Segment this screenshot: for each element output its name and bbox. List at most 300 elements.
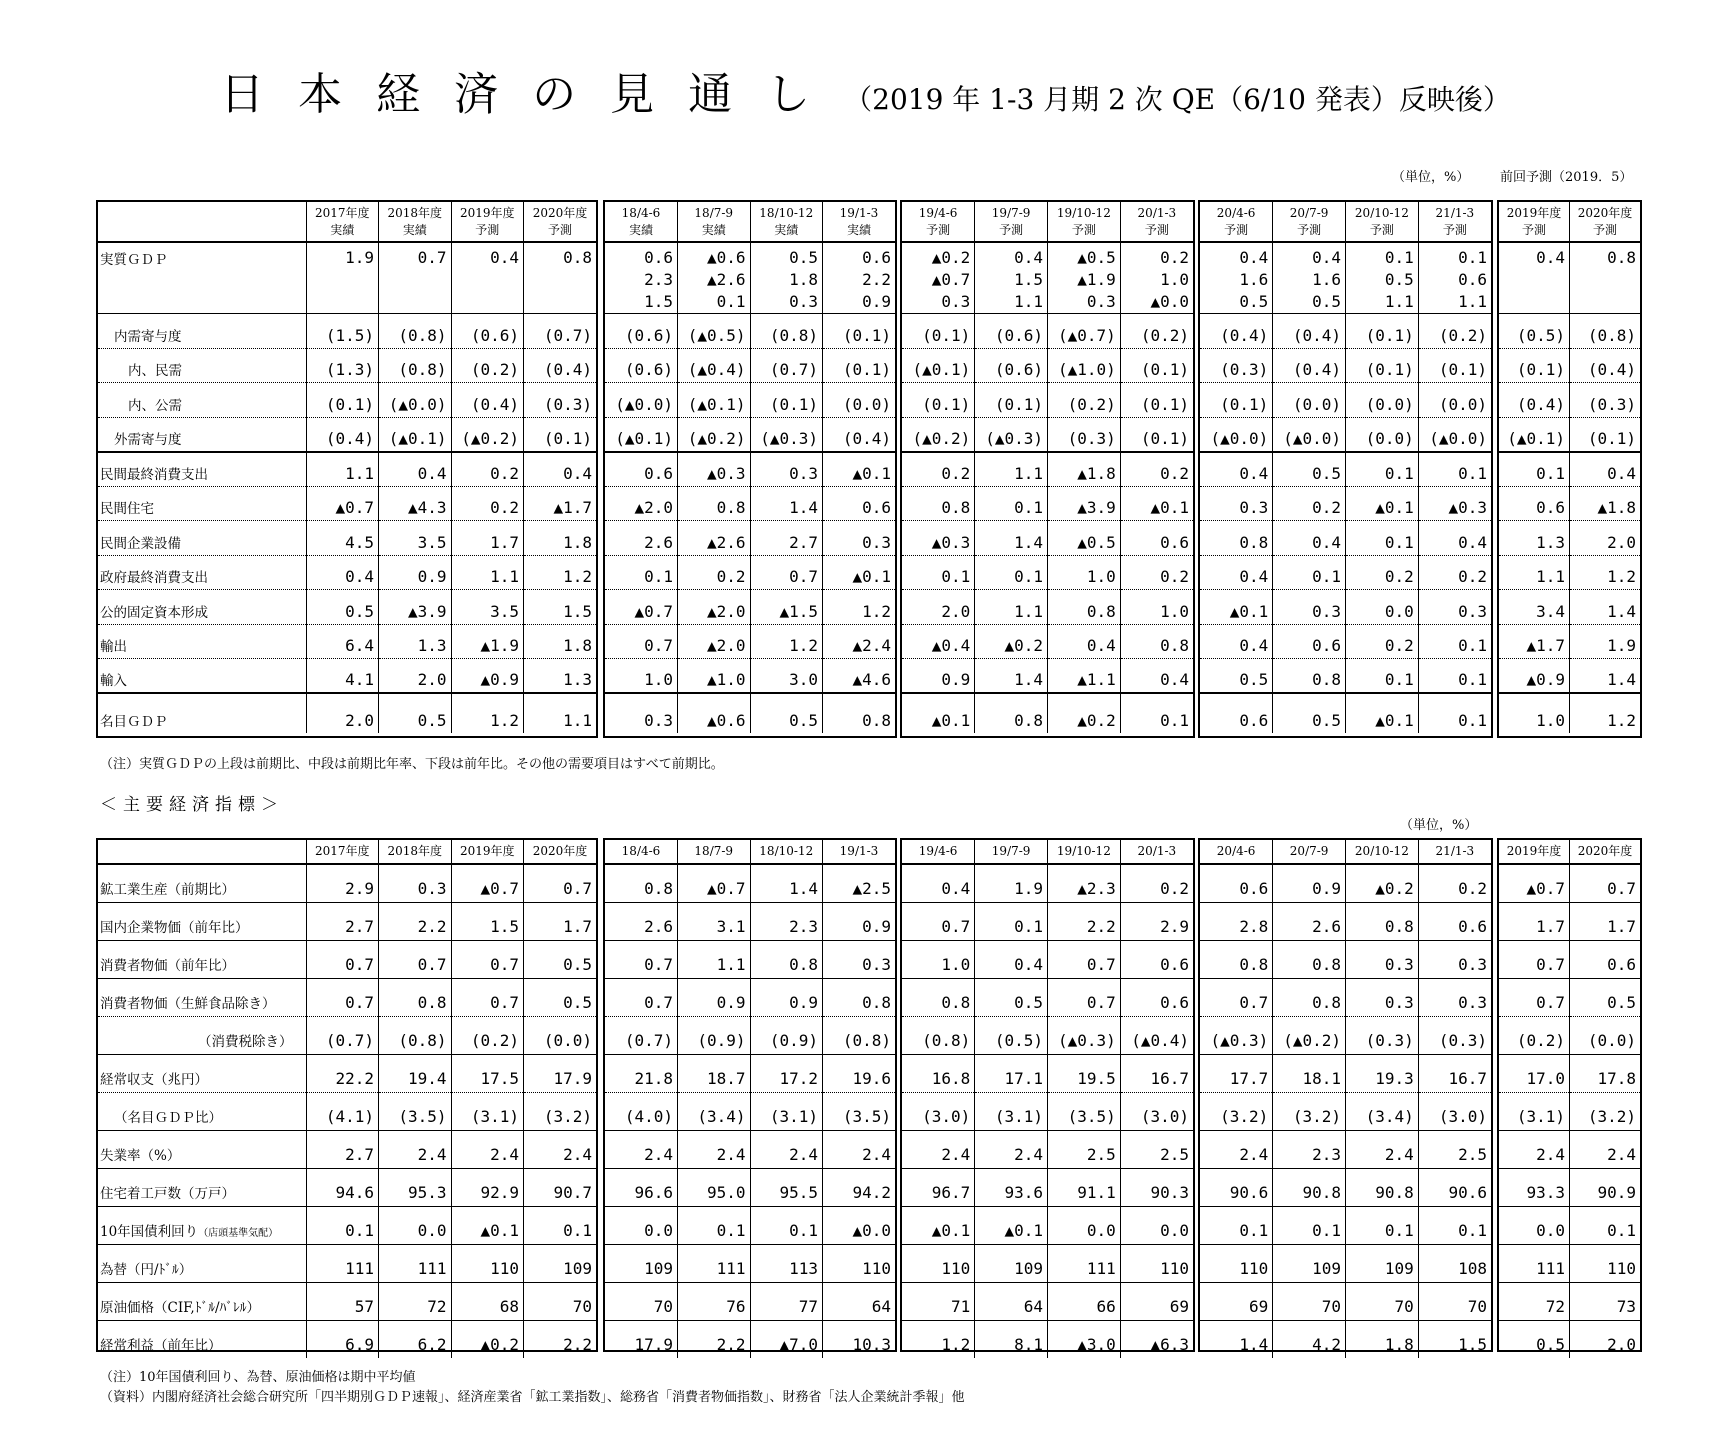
t1-cell: 1.2 bbox=[1570, 693, 1641, 733]
t1-cell: (▲0.2) bbox=[451, 417, 524, 452]
t1-row bbox=[902, 555, 1193, 590]
t2-cell: 96.7 bbox=[902, 1168, 975, 1206]
t2-cell: 0.3 bbox=[1346, 978, 1419, 1016]
t1-cell: (0.1) bbox=[524, 417, 597, 452]
t1-gdp-value: 2.2 bbox=[862, 270, 891, 289]
t2-cell: 22.2 bbox=[306, 1054, 379, 1092]
t1-cell: 0.2 bbox=[1273, 486, 1346, 521]
t1-cell: 0.2 bbox=[451, 452, 524, 487]
t2-cell: (0.2) bbox=[1499, 1016, 1570, 1054]
t1-gdp-cell bbox=[823, 242, 896, 314]
t1-row bbox=[605, 555, 895, 590]
t1-row bbox=[902, 693, 1193, 733]
t1-cell: (0.1) bbox=[750, 383, 823, 418]
t2-table bbox=[605, 840, 895, 1358]
t2-cell: 0.1 bbox=[1273, 1206, 1346, 1244]
t1-row bbox=[1499, 417, 1640, 452]
t1-col-kind: 予測 bbox=[1369, 222, 1394, 237]
t1-gdp-cell bbox=[1570, 242, 1641, 314]
t1-cell: 0.3 bbox=[1273, 590, 1346, 625]
t1-col-header bbox=[524, 202, 597, 242]
t1-cell: ▲1.9 bbox=[451, 624, 524, 659]
t1-table bbox=[98, 202, 596, 733]
t1-cell: ▲2.0 bbox=[605, 486, 678, 521]
t1-row bbox=[1200, 659, 1491, 694]
t2-cell: 111 bbox=[306, 1244, 379, 1282]
t1-row bbox=[1499, 521, 1640, 556]
t1-cell: (0.8) bbox=[379, 314, 452, 349]
t1-cell: (▲0.0) bbox=[1200, 417, 1273, 452]
t1-row bbox=[1200, 555, 1491, 590]
t1-gdp-value bbox=[1503, 269, 1565, 291]
t2-cell: 111 bbox=[379, 1244, 452, 1282]
t2-row bbox=[98, 864, 596, 902]
t2-cell: 109 bbox=[605, 1244, 678, 1282]
t2-cell: 19.6 bbox=[823, 1054, 896, 1092]
t2-cell: 2.4 bbox=[1499, 1130, 1570, 1168]
t2-cell: 90.3 bbox=[1120, 1168, 1193, 1206]
t2-cell: 0.6 bbox=[1120, 940, 1193, 978]
t1-cell: 0.4 bbox=[1200, 555, 1273, 590]
t1-cell: ▲1.5 bbox=[750, 590, 823, 625]
t1-gdp-cell bbox=[975, 242, 1048, 314]
t2-row bbox=[902, 1016, 1193, 1054]
t1-cell: ▲0.9 bbox=[451, 659, 524, 694]
t2-cell: 77 bbox=[750, 1282, 823, 1320]
t1-cell: (0.6) bbox=[975, 348, 1048, 383]
t1-cell: (0.1) bbox=[823, 314, 896, 349]
t2-cell: 2.6 bbox=[605, 902, 678, 940]
t2-row bbox=[902, 902, 1193, 940]
t2-cell: 0.0 bbox=[1120, 1206, 1193, 1244]
t1-row bbox=[1200, 417, 1491, 452]
t1-cell: ▲0.3 bbox=[902, 521, 975, 556]
t2-cell: (4.1) bbox=[306, 1092, 379, 1130]
t2-row bbox=[1499, 940, 1640, 978]
t1-gdp-cell bbox=[1499, 242, 1570, 314]
t1-row bbox=[1499, 659, 1640, 694]
t2-header-corner bbox=[98, 840, 306, 864]
t1-block-fy2018-quarters bbox=[603, 200, 897, 738]
t2-cell: 110 bbox=[1120, 1244, 1193, 1282]
t1-cell: 3.4 bbox=[1499, 590, 1570, 625]
t1-cell: (0.4) bbox=[1273, 348, 1346, 383]
t1-cell: 0.5 bbox=[1273, 693, 1346, 733]
t1-col-header bbox=[1273, 202, 1346, 242]
t1-row-label: 民間最終消費支出 bbox=[98, 452, 306, 487]
t2-cell: 93.6 bbox=[975, 1168, 1048, 1206]
t1-cell: ▲0.1 bbox=[1346, 486, 1419, 521]
t2-row-label bbox=[98, 1092, 306, 1130]
t2-cell: 0.7 bbox=[902, 902, 975, 940]
t1-col-kind: 実績 bbox=[846, 222, 871, 237]
t1-cell: 1.4 bbox=[1570, 659, 1641, 694]
t2-cell: 0.3 bbox=[1346, 940, 1419, 978]
t2-cell: 2.3 bbox=[1273, 1130, 1346, 1168]
t2-cell: 0.7 bbox=[605, 940, 678, 978]
t2-row-label bbox=[98, 864, 306, 902]
t1-gdp-value: 0.6 bbox=[862, 248, 891, 267]
t2-row bbox=[1200, 1206, 1491, 1244]
t1-cell: (▲1.0) bbox=[1048, 348, 1121, 383]
t1-cell: 0.4 bbox=[306, 555, 379, 590]
t1-gdp-value bbox=[311, 269, 375, 291]
t1-cell: (▲0.1) bbox=[605, 417, 678, 452]
t1-row-real-gdp bbox=[902, 242, 1193, 314]
t1-cell: ▲0.1 bbox=[1200, 590, 1273, 625]
t2-cell: 110 bbox=[451, 1244, 524, 1282]
t1-gdp-cell bbox=[902, 242, 975, 314]
t2-row-label bbox=[98, 1016, 306, 1054]
t1-row bbox=[98, 417, 596, 452]
t1-gdp-value: 0.1 bbox=[1384, 248, 1414, 267]
t1-row bbox=[98, 383, 596, 418]
t2-row bbox=[1499, 864, 1640, 902]
t2-header-row bbox=[1499, 840, 1640, 864]
t2-cell: 1.2 bbox=[941, 1335, 971, 1354]
t2-cell: 70 bbox=[1418, 1282, 1491, 1320]
t2-cell: ▲0.1 bbox=[975, 1206, 1048, 1244]
t1-cell: 0.3 bbox=[644, 711, 673, 730]
t1-cell: (0.1) bbox=[823, 348, 896, 383]
t2-cell: 0.7 bbox=[306, 940, 379, 978]
t1-gdp-cell bbox=[678, 242, 751, 314]
t1-cell: 0.3 bbox=[750, 452, 823, 487]
t2-cell: 0.0 bbox=[1499, 1206, 1570, 1244]
t1-gdp-value: 0.4 bbox=[1312, 248, 1341, 267]
t2-row bbox=[605, 1016, 895, 1054]
t2-cell: 0.9 bbox=[678, 978, 751, 1016]
t2-cell: 70 bbox=[1346, 1282, 1419, 1320]
t1-cell: 2.7 bbox=[750, 521, 823, 556]
t1-cell: (▲0.1) bbox=[678, 383, 751, 418]
t1-cell: 1.2 bbox=[1570, 555, 1641, 590]
t2-row-label-text: 為替（円/ﾄﾞﾙ） bbox=[100, 1261, 193, 1278]
t2-cell: 2.7 bbox=[306, 902, 379, 940]
t1-cell: (0.3) bbox=[1048, 417, 1121, 452]
t2-cell: 4.2 bbox=[1273, 1320, 1346, 1358]
t2-cell: 16.7 bbox=[1120, 1054, 1193, 1092]
t2-cell: 16.8 bbox=[902, 1054, 975, 1092]
t2-row bbox=[1499, 1092, 1640, 1130]
t1-col-header bbox=[306, 202, 379, 242]
t1-cell: (0.6) bbox=[605, 348, 678, 383]
t1-cell: 0.1 bbox=[1418, 659, 1491, 694]
t2-cell: 1.0 bbox=[902, 940, 975, 978]
t2-cell: 2.2 bbox=[678, 1320, 751, 1358]
t1-cell: 0.9 bbox=[379, 555, 452, 590]
t2-row bbox=[605, 1320, 895, 1358]
t2-cell: (3.0) bbox=[1418, 1092, 1491, 1130]
t1-cell: 1.4 bbox=[1570, 590, 1641, 625]
t1-row bbox=[605, 452, 895, 487]
t1-row bbox=[605, 348, 895, 383]
t1-row bbox=[98, 555, 596, 590]
t1-cell: 0.8 bbox=[1048, 590, 1121, 625]
t2-cell: 0.8 bbox=[902, 978, 975, 1016]
t1-gdp-cell bbox=[605, 242, 678, 314]
t1-col-kind: 実績 bbox=[330, 222, 355, 237]
t1-cell: ▲0.3 bbox=[678, 452, 751, 487]
t1-row bbox=[1200, 624, 1491, 659]
t1-cell: 1.5 bbox=[524, 590, 597, 625]
t2-cell: (0.8) bbox=[823, 1016, 896, 1054]
t2-cell: 17.2 bbox=[750, 1054, 823, 1092]
t1-cell: 0.1 bbox=[1499, 452, 1570, 487]
t1-row bbox=[98, 693, 596, 733]
t2-cell: 111 bbox=[1499, 1244, 1570, 1282]
t2-cell: (0.9) bbox=[678, 1016, 751, 1054]
t2-cell: 17.8 bbox=[1570, 1054, 1641, 1092]
t1-gdp-value: 0.5 bbox=[789, 248, 818, 267]
t1-row bbox=[98, 521, 596, 556]
t1-cell: 0.1 bbox=[1418, 624, 1491, 659]
t1-gdp-value: 0.6 bbox=[644, 248, 673, 267]
t1-cell: (▲0.7) bbox=[1048, 314, 1121, 349]
t2-cell: 0.8 bbox=[1273, 940, 1346, 978]
t2-cell: 17.0 bbox=[1499, 1054, 1570, 1092]
t2-cell: 17.9 bbox=[524, 1054, 597, 1092]
t2-cell: (4.0) bbox=[605, 1092, 678, 1130]
t2-row-label bbox=[98, 902, 306, 940]
t1-cell: 0.2 bbox=[1120, 555, 1193, 590]
t2-cell: 0.8 bbox=[1273, 978, 1346, 1016]
t1-cell: 0.8 bbox=[1200, 521, 1273, 556]
t1-row bbox=[605, 383, 895, 418]
t2-table bbox=[98, 840, 596, 1358]
t1-cell: 0.8 bbox=[975, 693, 1048, 733]
t1-row bbox=[1499, 590, 1640, 625]
t1-row bbox=[1200, 486, 1491, 521]
t1-gdp-value bbox=[456, 291, 520, 313]
t1-col-period: 20/1-3 bbox=[1137, 205, 1177, 220]
t1-col-period: 2018年度 bbox=[387, 205, 443, 220]
t1-cell: (▲0.2) bbox=[902, 417, 975, 452]
t2-row bbox=[902, 1092, 1193, 1130]
t1-cell: ▲1.8 bbox=[1570, 486, 1641, 521]
t1-col-kind: 予測 bbox=[547, 222, 572, 237]
t1-cell: 1.0 bbox=[1536, 711, 1565, 730]
t1-cell: (0.1) bbox=[1120, 417, 1193, 452]
t1-row-label: 名目ＧＤＰ bbox=[100, 714, 168, 730]
t2-cell: 2.5 bbox=[1120, 1130, 1193, 1168]
t2-cell: 0.9 bbox=[1273, 864, 1346, 902]
page-title bbox=[0, 58, 1731, 122]
t2-row-label-text: 国内企業物価（前年比） bbox=[100, 919, 249, 936]
t1-cell: 0.1 bbox=[1120, 693, 1193, 733]
t2-cell: 0.5 bbox=[1570, 978, 1641, 1016]
t2-cell: 19.5 bbox=[1048, 1054, 1121, 1092]
t2-cell: 2.6 bbox=[1273, 902, 1346, 940]
t1-header-row bbox=[902, 202, 1193, 242]
t2-cell: 68 bbox=[451, 1282, 524, 1320]
t2-cell: 0.5 bbox=[1536, 1335, 1565, 1354]
t1-cell: (0.7) bbox=[750, 348, 823, 383]
t2-cell: 0.3 bbox=[1418, 940, 1491, 978]
t2-col-header: 2020年度 bbox=[1570, 840, 1641, 864]
t2-cell: 95.3 bbox=[379, 1168, 452, 1206]
t1-cell: ▲2.4 bbox=[823, 624, 896, 659]
t1-gdp-cell bbox=[524, 242, 597, 314]
t2-cell: (0.3) bbox=[1418, 1016, 1491, 1054]
t1-row-label: 輸出 bbox=[98, 624, 306, 659]
t2-cell: 2.4 bbox=[1570, 1130, 1641, 1168]
t1-cell: (0.1) bbox=[1346, 348, 1419, 383]
t2-col-header: 18/10-12 bbox=[750, 840, 823, 864]
t1-col-period: 19/4-6 bbox=[918, 205, 958, 220]
t1-gdp-value bbox=[311, 291, 375, 313]
t1-gdp-value: 1.0 bbox=[1160, 270, 1189, 289]
t1-cell: (0.2) bbox=[451, 348, 524, 383]
t2-cell: 0.1 bbox=[975, 902, 1048, 940]
t2-col-header: 19/1-3 bbox=[823, 840, 896, 864]
t2-cell: 1.7 bbox=[1570, 902, 1641, 940]
t1-gdp-value: ▲0.2 bbox=[931, 248, 971, 267]
t1-gdp-value: 0.4 bbox=[490, 248, 519, 267]
t2-cell: (▲0.2) bbox=[1273, 1016, 1346, 1054]
t1-cell: ▲3.9 bbox=[379, 590, 452, 625]
t2-cell: (3.5) bbox=[1048, 1092, 1121, 1130]
t2-col-header: 2017年度 bbox=[306, 840, 379, 864]
t1-cell: 0.1 bbox=[1346, 452, 1419, 487]
t2-row bbox=[902, 1282, 1193, 1320]
t2-col-header: 19/10-12 bbox=[1048, 840, 1121, 864]
t2-cell: 109 bbox=[524, 1244, 597, 1282]
t1-block-previous-forecast bbox=[1497, 200, 1642, 738]
t1-col-kind: 実績 bbox=[774, 222, 799, 237]
t2-note-2: （資料）内閣府経済社会総合研究所「四半期別ＧＤＰ速報」、経済産業省「鉱工業指数」、総務省「消費者物価指数」、財務省「法人企業統計季報」他 bbox=[100, 1390, 965, 1405]
t1-cell: (0.4) bbox=[1273, 314, 1346, 349]
t2-row-label-text: 経常利益（前年比） bbox=[100, 1338, 222, 1354]
t2-cell: 109 bbox=[1273, 1244, 1346, 1282]
t1-gdp-value: 0.8 bbox=[563, 248, 592, 267]
t2-cell: ▲0.1 bbox=[451, 1206, 524, 1244]
t1-gdp-value bbox=[383, 291, 447, 313]
t1-col-header bbox=[451, 202, 524, 242]
t1-row bbox=[1499, 693, 1640, 733]
t2-col-header: 19/4-6 bbox=[902, 840, 975, 864]
t1-cell: 0.6 bbox=[1120, 521, 1193, 556]
t2-cell: (3.1) bbox=[1499, 1092, 1570, 1130]
t1-cell: 1.8 bbox=[524, 624, 597, 659]
t2-cell: 10.3 bbox=[823, 1320, 896, 1358]
t1-cell: (▲0.3) bbox=[750, 417, 823, 452]
t2-row bbox=[902, 978, 1193, 1016]
t1-col-period: 2017年度 bbox=[314, 205, 370, 220]
t1-row bbox=[605, 314, 895, 349]
t1-cell: (▲0.3) bbox=[975, 417, 1048, 452]
t2-row-label bbox=[98, 940, 306, 978]
t2-row-label bbox=[98, 1168, 306, 1206]
t2-cell: ▲0.7 bbox=[678, 864, 751, 902]
t2-cell: (3.2) bbox=[1200, 1092, 1273, 1130]
t2-col-header: 18/7-9 bbox=[678, 840, 751, 864]
t2-cell: 17.9 bbox=[634, 1335, 673, 1354]
t2-cell: 2.4 bbox=[823, 1130, 896, 1168]
t2-cell: 0.7 bbox=[524, 864, 597, 902]
t2-row bbox=[1200, 864, 1491, 902]
t2-cell: 0.1 bbox=[1346, 1206, 1419, 1244]
t2-cell: 90.6 bbox=[1418, 1168, 1491, 1206]
t1-col-kind: 予測 bbox=[926, 222, 951, 237]
t2-cell: 0.1 bbox=[524, 1206, 597, 1244]
t2-row bbox=[605, 1054, 895, 1092]
t2-row bbox=[1200, 940, 1491, 978]
t2-cell: 0.9 bbox=[823, 902, 896, 940]
t2-cell: (0.9) bbox=[750, 1016, 823, 1054]
t1-col-period: 18/4-6 bbox=[621, 205, 661, 220]
t2-cell: 0.7 bbox=[379, 940, 452, 978]
t2-cell: 0.5 bbox=[975, 978, 1048, 1016]
t2-cell: 3.1 bbox=[678, 902, 751, 940]
t2-cell: 113 bbox=[750, 1244, 823, 1282]
t2-cell: 0.1 bbox=[750, 1206, 823, 1244]
t2-cell: 0.6 bbox=[1418, 902, 1491, 940]
t2-cell: ▲0.0 bbox=[823, 1206, 896, 1244]
t2-cell: 94.6 bbox=[306, 1168, 379, 1206]
t1-cell: 2.0 bbox=[902, 590, 975, 625]
t2-row bbox=[1499, 1168, 1640, 1206]
t1-gdp-value: 1.1 bbox=[1014, 292, 1043, 311]
t1-row-real-gdp bbox=[98, 242, 596, 314]
t2-row-label bbox=[98, 1206, 306, 1244]
t2-cell: 109 bbox=[975, 1244, 1048, 1282]
t1-col-header bbox=[1570, 202, 1641, 242]
t1-gdp-value: 0.4 bbox=[1239, 248, 1269, 267]
t1-cell: (0.1) bbox=[1570, 417, 1641, 452]
t2-cell: ▲0.1 bbox=[902, 1206, 975, 1244]
t2-cell: 1.5 bbox=[451, 902, 524, 940]
t1-cell: 1.8 bbox=[524, 521, 597, 556]
t1-row-real-gdp bbox=[605, 242, 895, 314]
t1-cell: (0.2) bbox=[1048, 383, 1121, 418]
t2-cell: 0.6 bbox=[1120, 978, 1193, 1016]
t2-row-label bbox=[98, 1244, 306, 1282]
t2-cell: 1.1 bbox=[678, 940, 751, 978]
t1-cell: (▲0.1) bbox=[379, 417, 452, 452]
t2-cell: ▲2.3 bbox=[1048, 864, 1121, 902]
t1-note: （注）実質ＧＤＰの上段は前期比、中段は前期比年率、下段は前年比。その他の需要項目はすべて前期比。 bbox=[100, 757, 724, 772]
t1-cell: 1.4 bbox=[975, 521, 1048, 556]
t2-cell: 6.2 bbox=[379, 1320, 452, 1358]
t1-gdp-value bbox=[456, 269, 520, 291]
t1-col-kind: 実績 bbox=[701, 222, 726, 237]
t2-col-header: 18/4-6 bbox=[605, 840, 678, 864]
t1-row-label: 内需寄与度 bbox=[98, 314, 306, 349]
t2-row bbox=[1200, 978, 1491, 1016]
t1-row bbox=[605, 486, 895, 521]
t1-col-kind: 予測 bbox=[1297, 222, 1322, 237]
t2-cell: 90.7 bbox=[524, 1168, 597, 1206]
t1-col-header bbox=[902, 202, 975, 242]
t1-table bbox=[1200, 202, 1491, 733]
t2-cell: (3.1) bbox=[451, 1092, 524, 1130]
t2-row bbox=[98, 1054, 596, 1092]
t1-row bbox=[902, 486, 1193, 521]
t1-cell: 1.2 bbox=[451, 693, 524, 733]
t1-cell: 0.2 bbox=[451, 486, 524, 521]
t1-cell: 0.4 bbox=[1200, 452, 1273, 487]
t1-cell: 3.5 bbox=[379, 521, 452, 556]
t2-cell: 95.5 bbox=[750, 1168, 823, 1206]
t2-row bbox=[605, 978, 895, 1016]
t1-cell: 0.3 bbox=[1418, 590, 1491, 625]
t1-cell: ▲0.5 bbox=[1048, 521, 1121, 556]
t1-gdp-value bbox=[1574, 291, 1636, 313]
t1-cell: 4.5 bbox=[306, 521, 379, 556]
t1-cell: (0.4) bbox=[451, 383, 524, 418]
t2-row bbox=[98, 1206, 596, 1244]
